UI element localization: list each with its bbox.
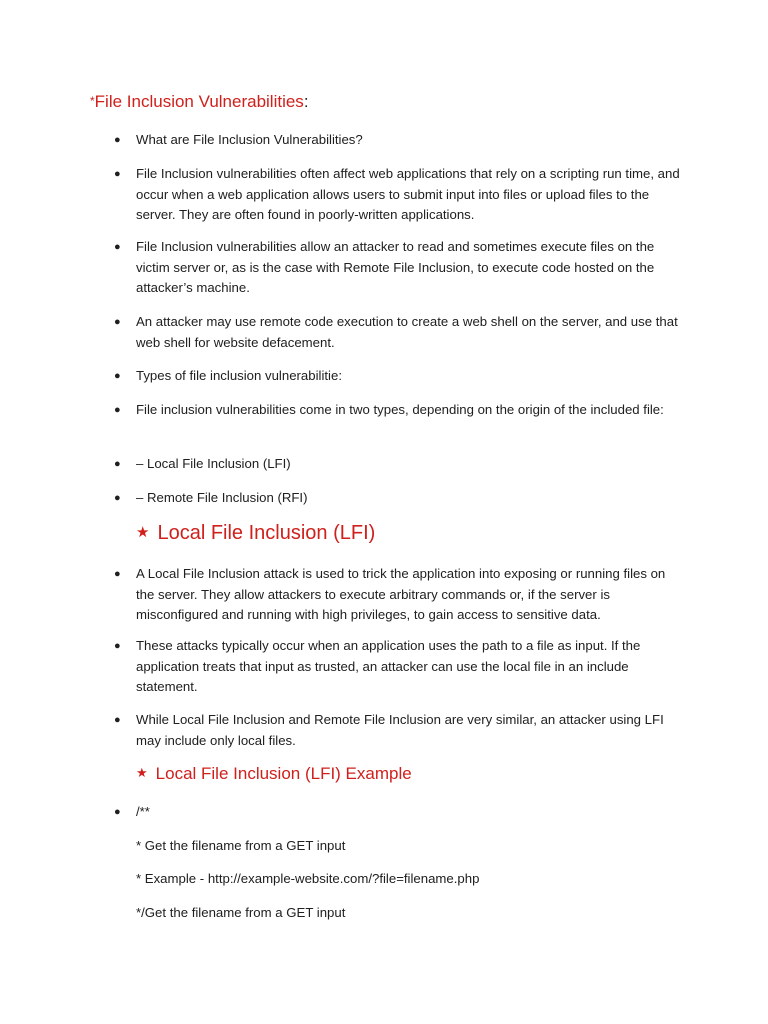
list-item bbox=[114, 454, 684, 475]
bullet-icon: ● bbox=[114, 370, 121, 382]
code-line: * Get the filename from a GET input bbox=[136, 838, 346, 853]
code-list-item bbox=[114, 802, 684, 823]
list-item bbox=[114, 312, 684, 353]
bullet-icon: ● bbox=[114, 492, 121, 504]
list-item bbox=[114, 400, 684, 421]
list-item bbox=[114, 710, 684, 751]
star-icon: ★ bbox=[136, 524, 150, 541]
document-title bbox=[90, 92, 309, 112]
section-heading-lfi bbox=[136, 522, 375, 545]
list-item-text: What are File Inclusion Vulnerabilities? bbox=[136, 132, 363, 147]
bullet-icon: ● bbox=[114, 458, 121, 470]
code-line: * Example - http://example-website.com/?file=filename.php bbox=[136, 871, 480, 886]
bullet-icon: ● bbox=[114, 134, 121, 146]
list-item bbox=[114, 366, 684, 387]
list-item-text: These attacks typically occur when an application uses the path to a file as input. If the application treats that input as trusted, an attacker can use the local file in an include statement. bbox=[136, 638, 641, 694]
list-item bbox=[114, 164, 684, 226]
list-item-text: – Remote File Inclusion (RFI) bbox=[136, 490, 308, 505]
list-item-text: Types of file inclusion vulnerabilitie: bbox=[136, 368, 342, 383]
section-heading-text: Local File Inclusion (LFI) Example bbox=[155, 764, 412, 783]
list-item bbox=[114, 130, 684, 151]
star-icon: ★ bbox=[136, 765, 148, 780]
title-suffix: : bbox=[303, 92, 309, 111]
list-item-text: File inclusion vulnerabilities come in two types, depending on the origin of the included file: bbox=[136, 402, 664, 417]
title-text: File Inclusion Vulnerabilities bbox=[94, 92, 304, 111]
section-heading-example bbox=[136, 764, 412, 784]
bullet-icon: ● bbox=[114, 568, 121, 580]
list-item-text: An attacker may use remote code execution to create a web shell on the server, and use that web shell for website defacement. bbox=[136, 314, 678, 350]
bullet-icon: ● bbox=[114, 640, 121, 652]
title-prefix: * bbox=[90, 94, 95, 108]
list-item-text: While Local File Inclusion and Remote File Inclusion are very similar, an attacker using LFI may include only local files. bbox=[136, 712, 664, 748]
bullet-icon: ● bbox=[114, 806, 121, 818]
list-item bbox=[114, 636, 684, 698]
bullet-icon: ● bbox=[114, 404, 121, 416]
list-item-text: File Inclusion vulnerabilities allow an attacker to read and sometimes execute files on the victim server or, as is the case with Remote File Inclusion, to execute code hosted on the attacker’s machine. bbox=[136, 239, 655, 295]
list-item-text: – Local File Inclusion (LFI) bbox=[136, 456, 291, 471]
list-item bbox=[114, 237, 684, 299]
section-heading-text: Local File Inclusion (LFI) bbox=[157, 522, 376, 544]
code-line: */Get the filename from a GET input bbox=[136, 905, 346, 920]
list-item bbox=[114, 488, 684, 509]
bullet-icon: ● bbox=[114, 241, 121, 253]
bullet-icon: ● bbox=[114, 714, 121, 726]
code-line: /** bbox=[136, 804, 150, 819]
list-item-text: A Local File Inclusion attack is used to trick the application into exposing or running files on the server. They allow attackers to execute arbitrary commands or, if the server is misconfigured and running with high privileges, to gain access to sensitive data. bbox=[136, 566, 666, 622]
list-item bbox=[114, 564, 684, 626]
bullet-icon: ● bbox=[114, 168, 121, 180]
bullet-icon: ● bbox=[114, 316, 121, 328]
list-item-text: File Inclusion vulnerabilities often affect web applications that rely on a scripting run time, and occur when a web application allows users to submit input into files or upload files to the server. They are often found in poorly-written applications. bbox=[136, 166, 680, 222]
